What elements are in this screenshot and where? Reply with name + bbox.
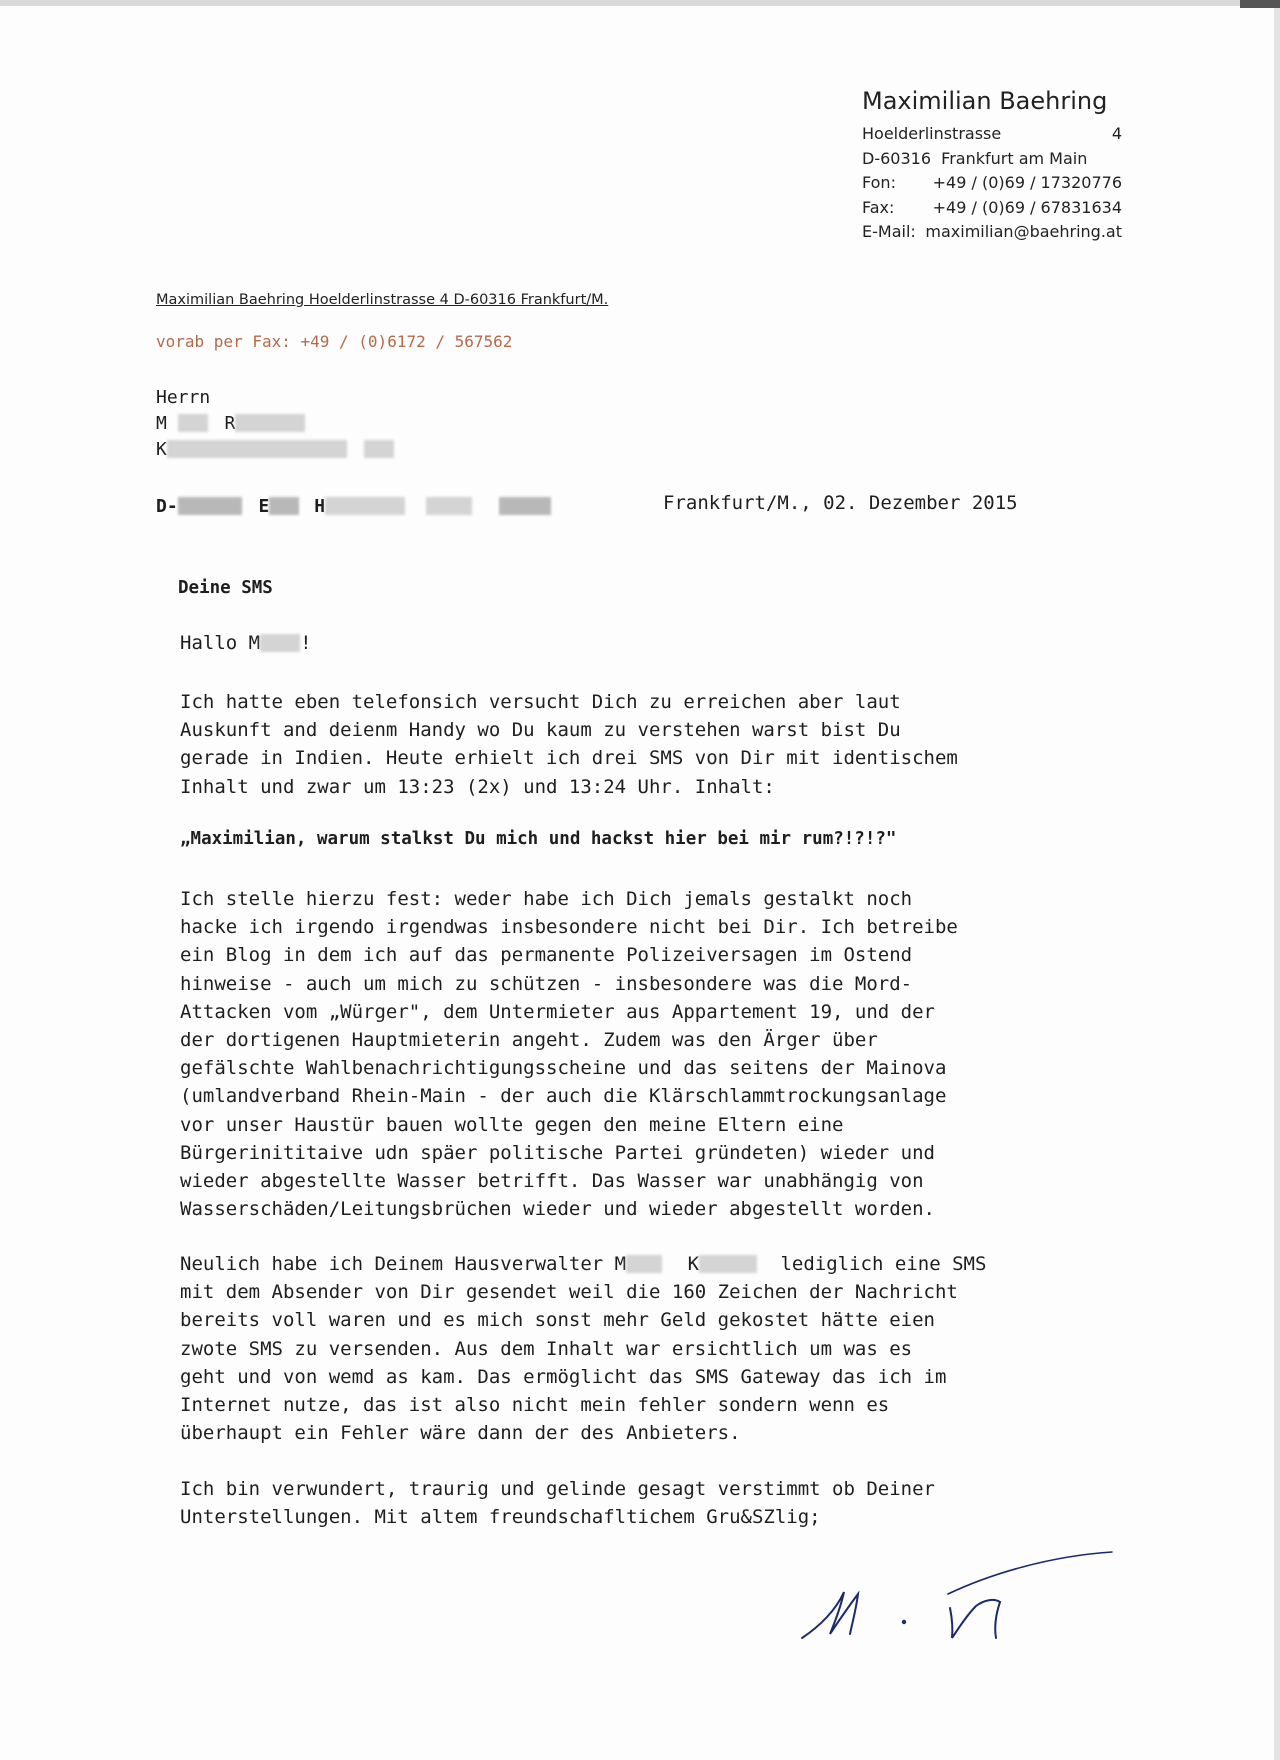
redaction-block bbox=[167, 440, 347, 458]
paragraph-line: Auskunft and deienm Handy wo Du kaum zu verstehen warst bist Du bbox=[180, 719, 901, 742]
redaction-block bbox=[626, 1255, 662, 1273]
paragraph-3-end: lediglich eine SMS bbox=[780, 1253, 987, 1275]
recipient-postcode-prefix: D- bbox=[156, 496, 178, 517]
sender-email-row bbox=[862, 220, 1122, 245]
paragraph-line: Internet nutze, das ist also nicht mein fehler sondern wenn es bbox=[180, 1394, 890, 1417]
paragraph-line: mit dem Absender von Dir gesendet weil die 160 Zeichen der Nachricht bbox=[180, 1281, 958, 1304]
greeting-suffix: ! bbox=[300, 632, 312, 654]
paragraph-line: Ich bin verwundert, traurig und gelinde gesagt verstimmt ob Deiner bbox=[180, 1478, 935, 1500]
paragraph-line: wieder abgestellte Wasser betrifft. Das Wasser war unabhängig von bbox=[180, 1170, 924, 1193]
recipient-street-initial: K bbox=[156, 439, 167, 460]
paragraph-1 bbox=[180, 688, 1100, 801]
redaction-block bbox=[499, 497, 551, 515]
paragraph-line: (umlandverband Rhein-Main - der auch die Klärschlammtrockungsanlage bbox=[180, 1085, 947, 1108]
paragraph-line: Inhalt und zwar um 13:23 (2x) und 13:24 Uhr. Inhalt: bbox=[180, 775, 775, 798]
paragraph-line: überhaupt ein Fehler wäre dann der des Anbieters. bbox=[180, 1422, 741, 1445]
redaction-block bbox=[426, 497, 472, 515]
paragraph-line: zwote SMS zu versenden. Aus dem Inhalt war ersichtlich um was es bbox=[180, 1337, 913, 1360]
recipient-city-initial-1: E bbox=[258, 496, 270, 517]
paragraph-line: bereits voll waren und es mich sonst mehr Geld gekostet hätte eien bbox=[180, 1309, 935, 1332]
redaction-block bbox=[269, 497, 299, 515]
paragraph-line: gefälschte Wahlbenachrichtigungsscheine und das seitens der Mainova bbox=[180, 1057, 947, 1080]
return-address-line: Maximilian Baehring Hoelderlinstrasse 4 D-60316 Frankfurt/M. bbox=[156, 292, 609, 308]
paragraph-line: Unterstellungen. Mit altem freundschafltichem Gru&SZlig; bbox=[180, 1506, 821, 1529]
scan-edge-right bbox=[1274, 0, 1280, 1760]
redaction-block bbox=[235, 414, 305, 432]
recipient-salutation: Herrn bbox=[156, 387, 211, 408]
recipient-city-line bbox=[156, 494, 551, 520]
paragraph-line: Attacken vom „Würger", dem Untermieter aus Appartement 19, und der bbox=[180, 1000, 935, 1023]
handwritten-signature-icon bbox=[800, 1530, 1120, 1650]
sender-phone-label: Fon: bbox=[862, 173, 896, 192]
sender-letterhead bbox=[862, 84, 1122, 245]
greeting bbox=[180, 632, 312, 654]
redaction-block bbox=[699, 1255, 757, 1273]
redaction-block bbox=[178, 414, 208, 432]
sms-quote: „Maximilian, warum stalkst Du mich und hackst hier bei mir rum?!?!?" bbox=[180, 829, 897, 849]
sender-fax-label: Fax: bbox=[862, 197, 895, 217]
recipient-street-line bbox=[156, 437, 394, 463]
recipient-name-line bbox=[156, 411, 305, 437]
paragraph-line: ein Blog in dem ich auf das permanente Polizeiversagen im Ostend bbox=[180, 944, 913, 967]
paragraph-line: Ich hatte eben telefonsich versucht Dich zu erreichen aber laut bbox=[180, 691, 901, 713]
redaction-block bbox=[364, 440, 394, 458]
sender-phone: +49 / (0)69 / 17320776 bbox=[932, 173, 1122, 192]
sender-house-no: 4 bbox=[1111, 124, 1122, 143]
sender-city-row bbox=[862, 147, 1122, 172]
paragraph-line: gerade in Indien. Heute erhielt ich drei SMS von Dir mit identischem bbox=[180, 747, 958, 770]
sender-fax: +49 / (0)69 / 67831634 bbox=[932, 197, 1122, 217]
letter-subject: Deine SMS bbox=[178, 578, 273, 598]
paragraph-line: der dortigenen Hauptmieterin angeht. Zudem was den Ärger über bbox=[180, 1029, 878, 1052]
sender-street: Hoelderlinstrasse bbox=[862, 124, 1002, 143]
paragraph-line: hinweise - auch um mich zu schützen - insbesondere was die Mord- bbox=[180, 972, 913, 995]
sender-fax-row bbox=[862, 196, 1122, 221]
paragraph-line: Bürgerinititaive udn späer politische Partei gründeten) wieder und bbox=[180, 1141, 935, 1164]
scan-edge-top bbox=[0, 0, 1280, 6]
redaction-block bbox=[325, 497, 405, 515]
paragraph-3-start: Neulich habe ich Deinem Hausverwalter M bbox=[180, 1253, 627, 1275]
paragraph-line bbox=[180, 1250, 1100, 1278]
recipient-name-initial: M bbox=[156, 413, 167, 434]
sender-street-row bbox=[862, 122, 1122, 147]
paragraph-4 bbox=[180, 1475, 1100, 1531]
paragraph-3 bbox=[180, 1250, 1100, 1447]
letter-date: Frankfurt/M., 02. Dezember 2015 bbox=[663, 492, 1018, 514]
recipient-surname-initial: R bbox=[224, 413, 236, 434]
greeting-prefix: Hallo M bbox=[180, 632, 261, 654]
sender-name: Maximilian Baehring bbox=[862, 87, 1108, 115]
fax-note: vorab per Fax: +49 / (0)6172 / 567562 bbox=[156, 332, 513, 351]
sender-email-label: E-Mail: bbox=[862, 222, 916, 241]
paragraph-line: vor unser Haustür bauen wollte gegen den meine Eltern eine bbox=[180, 1113, 844, 1136]
paragraph-line: Wasserschäden/Leitungsbrüchen wieder und wieder abgestellt worden. bbox=[180, 1198, 935, 1221]
scan-corner bbox=[1240, 0, 1280, 8]
recipient-city-initial-2: H bbox=[314, 496, 326, 517]
redaction-block bbox=[260, 634, 300, 652]
paragraph-2 bbox=[180, 885, 1100, 1223]
redaction-block bbox=[178, 497, 242, 515]
paragraph-line: Ich stelle hierzu fest: weder habe ich Dich jemals gestalkt noch bbox=[180, 888, 913, 910]
paragraph-3-mid: K bbox=[687, 1253, 700, 1275]
paragraph-line: geht und von wemd as kam. Das ermöglicht das SMS Gateway das ich im bbox=[180, 1365, 947, 1388]
sender-email: maximilian@baehring.at bbox=[925, 222, 1122, 241]
sender-phone-row bbox=[862, 171, 1122, 196]
paragraph-line: hacke ich irgendo irgendwas insbesondere nicht bei Dir. Ich betreibe bbox=[180, 916, 958, 939]
sender-city: D-60316 Frankfurt am Main bbox=[862, 148, 1088, 168]
